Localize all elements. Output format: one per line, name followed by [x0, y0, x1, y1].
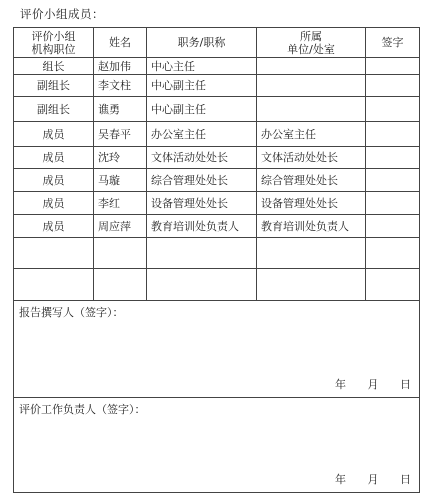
signature-cell[interactable]: [366, 75, 420, 97]
responsible-person-signature-area[interactable]: [14, 398, 420, 493]
dept-cell: 综合管理处处长: [257, 169, 366, 192]
dept-cell: [257, 75, 366, 97]
title-cell: 设备管理处处长: [147, 192, 257, 215]
responsible-person-label: 评价工作负责人（签字）：: [19, 403, 146, 416]
signature-cell[interactable]: [366, 192, 420, 215]
title-cell: 文体活动处处长: [147, 147, 257, 169]
role-cell: 副组长: [14, 75, 94, 97]
table-row: [14, 122, 420, 147]
role-cell: 成员: [14, 192, 94, 215]
name-cell[interactable]: [94, 238, 147, 269]
role-cell[interactable]: [14, 269, 94, 301]
table-row: [14, 169, 420, 192]
responsible-person-date: [325, 473, 411, 486]
role-cell: 成员: [14, 122, 94, 147]
signature-cell[interactable]: [366, 269, 420, 301]
table-row: [14, 75, 420, 97]
name-cell: 马璇: [94, 169, 147, 192]
title-cell: 中心副主任: [147, 75, 257, 97]
header-name: 姓名: [94, 28, 147, 58]
title-cell[interactable]: [147, 238, 257, 269]
signature-cell[interactable]: [366, 147, 420, 169]
name-cell: 李文柱: [94, 75, 147, 97]
table-row: [14, 269, 420, 301]
dept-cell: [257, 58, 366, 75]
dept-cell: [257, 97, 366, 122]
role-cell: 副组长: [14, 97, 94, 122]
signature-cell[interactable]: [366, 58, 420, 75]
header-role-line2: 机构职位: [31, 42, 76, 56]
header-title: 职务/职称: [147, 28, 257, 58]
signature-cell[interactable]: [366, 238, 420, 269]
table-row: [14, 58, 420, 75]
report-writer-row: [14, 301, 420, 398]
title-cell: 综合管理处处长: [147, 169, 257, 192]
dept-cell: 教育培训处负责人: [257, 215, 366, 238]
dept-cell[interactable]: [257, 238, 366, 269]
header-dept-line2: 单位/处室: [287, 42, 335, 56]
report-writer-date: [325, 378, 411, 391]
dept-cell: 设备管理处处长: [257, 192, 366, 215]
report-writer-label: 报告撰写人（签字）：: [19, 306, 124, 319]
signature-cell[interactable]: [366, 97, 420, 122]
signature-cell[interactable]: [366, 215, 420, 238]
header-signature: 签字: [366, 28, 420, 58]
name-cell: 吴春平: [94, 122, 147, 147]
header-role-line1: 评价小组: [31, 29, 76, 43]
header-dept: [257, 28, 366, 58]
role-cell: 成员: [14, 169, 94, 192]
title-cell: 办公室主任: [147, 122, 257, 147]
month-label: 月: [367, 378, 379, 391]
responsible-person-row: [14, 398, 420, 493]
role-cell: 成员: [14, 147, 94, 169]
name-cell: 赵加伟: [94, 58, 147, 75]
title-cell[interactable]: [147, 269, 257, 301]
dept-cell: 办公室主任: [257, 122, 366, 147]
title-cell: 中心主任: [147, 58, 257, 75]
name-cell: 沈玲: [94, 147, 147, 169]
member-table: [13, 27, 420, 493]
title-cell: 中心副主任: [147, 97, 257, 122]
name-cell: 周应萍: [94, 215, 147, 238]
day-label: 日: [400, 378, 411, 391]
signature-cell[interactable]: [366, 122, 420, 147]
name-cell: 谯勇: [94, 97, 147, 122]
signature-cell[interactable]: [366, 169, 420, 192]
name-cell[interactable]: [94, 269, 147, 301]
dept-cell: 文体活动处处长: [257, 147, 366, 169]
year-label: 年: [335, 473, 346, 486]
header-dept-line1: 所属: [300, 29, 322, 43]
page-heading: 评价小组成员：: [20, 7, 104, 21]
header-role: [14, 28, 94, 58]
title-cell: 教育培训处负责人: [147, 215, 257, 238]
table-row: [14, 97, 420, 122]
table-row: [14, 147, 420, 169]
header-row: [14, 28, 420, 58]
role-cell: 成员: [14, 215, 94, 238]
dept-cell[interactable]: [257, 269, 366, 301]
table-row: [14, 238, 420, 269]
role-cell[interactable]: [14, 238, 94, 269]
day-label: 日: [400, 473, 411, 486]
month-label: 月: [367, 473, 379, 486]
year-label: 年: [335, 378, 346, 391]
table-row: [14, 192, 420, 215]
report-writer-signature-area[interactable]: [14, 301, 420, 398]
table-row: [14, 215, 420, 238]
role-cell: 组长: [14, 58, 94, 75]
name-cell: 李红: [94, 192, 147, 215]
